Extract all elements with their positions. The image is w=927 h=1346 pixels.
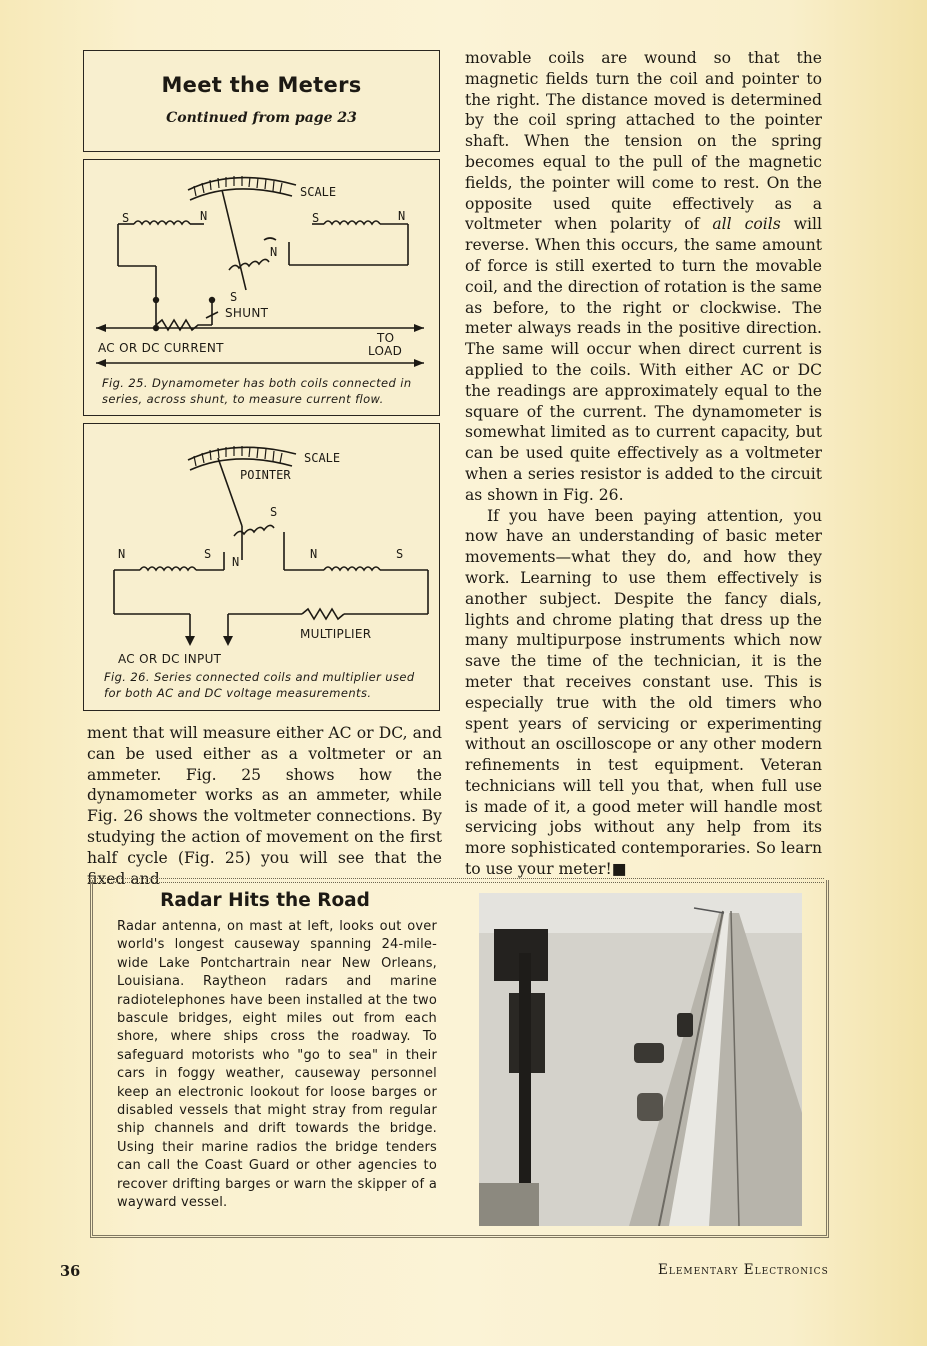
- fig26-movable-coil: [234, 525, 274, 536]
- fig26-pointer: [218, 458, 242, 526]
- fig26-right-coil: [324, 567, 380, 570]
- left-paragraph: ment that will measure either AC or DC, and can be used either as a voltmeter or an ammeter. Fig. 25 shows how the dynamometer works as an ammeter, while Fig. 26 shows the voltmeter connections. By studying the action of movement on the first half cycle (Fig. 25) you will see that the fixed and: [87, 724, 442, 888]
- fig26-label-s-left: S: [204, 547, 212, 561]
- para1-italic: all coils: [712, 215, 781, 234]
- car-2: [637, 1093, 663, 1121]
- fig26-label-multiplier: MULTIPLIER: [300, 627, 372, 641]
- fig26-label-n-coil: N: [232, 555, 240, 569]
- fig25-label-s-right: S: [312, 211, 320, 225]
- radar-title: Radar Hits the Road: [160, 890, 370, 911]
- figure-26: [83, 423, 440, 711]
- radar-body: Radar antenna, on mast at left, looks out over world's longest causeway spanning 24-mile-wide Lake Pontchartrain near New Orleans, Louisiana. Raytheon radars and marine radiotelephones have been installed at the two bascule bridges, eight miles out from each shore, where ships cross the roadway. To safeguard motorists who "go to sea" in their cars in foggy weather, causeway personnel keep an electronic lookout for loose barges or disabled vessels that might stray from regular ship channels and drift towards the bridge. Using their marine radios the bridge tenders can call the Coast Guard or other agencies to recover drifting barges or warn the skipper of a wayward vessel.: [117, 919, 437, 1211]
- fig26-left-coil: [140, 567, 196, 570]
- fig26-multiplier-resistor: [302, 609, 344, 619]
- fig25-label-s-left: S: [122, 211, 130, 225]
- fig26-label-n-left: N: [118, 547, 126, 561]
- car-3: [677, 1013, 693, 1037]
- fig26-label-input: AC OR DC INPUT: [118, 652, 222, 666]
- fig26-diagram: [84, 424, 439, 710]
- fig25-label-n-right: N: [398, 209, 406, 223]
- fig25-label-shunt: SHUNT: [225, 306, 269, 320]
- page-number: 36: [60, 1263, 81, 1280]
- para1-part-b: will reverse. When this occurs, the same amount of force is still exerted to turn the movable coil, and the direction of rotation is the same as before, to the right or clockwise. The meter always reads in the positive direction. The same will occur when direct current is applied to the coils. With either AC or DC the readings are approximately equal to the square of the current. The dynamometer is somewhat limited as to current capacity, but can be used quite effectively as a voltmeter when a series resistor is added to the circuit as shown in Fig. 26.: [465, 215, 822, 504]
- radar-photo: [479, 893, 802, 1226]
- fig25-pointer: [222, 190, 246, 290]
- left-column: [87, 723, 442, 889]
- fig25-label-scale: SCALE: [300, 185, 337, 199]
- para2-text: If you have been paying attention, you now have an understanding of basic meter movements—what they do, and how they work. Learning to use them effectively is another subject. Despite the fancy dials, lights and chrome plating that dress up the many multipurpose instruments which now save the time of the technician, it is the meter that receives constant use. This is especially true with the old timers who spent years of servicing or experimenting without an oscilloscope or any other modern refinements in test equipment. Veteran technicians will tell you that, when full use is made of it, a good meter will handle most servicing jobs without any help from its more sophisticated contemporaries. So learn to use your meter!: [465, 506, 822, 879]
- fig25-movable-coil: [229, 259, 269, 270]
- para1-part-a: movable coils are wound so that the magnetic fields turn the coil and pointer to the right. The distance moved is determined by the coil spring attached to the pointer shaft. When the tension on the spring becomes equal to the pull of the magnetic fields, the pointer will come to rest. On the opposite used quite effectively as a voltmeter when polarity of: [465, 49, 822, 234]
- fig25-left-coil: [134, 221, 190, 224]
- fig26-label-pointer: POINTER: [240, 468, 291, 482]
- fig25-caption: Fig. 25. Dynamometer has both coils connected in series, across shunt, to measure current flow.: [102, 376, 412, 406]
- figure-25: [83, 159, 440, 416]
- fig26-label-scale: SCALE: [304, 451, 341, 465]
- continued-from-note: Continued from page 23: [166, 110, 357, 126]
- fig26-caption: Fig. 26. Series connected coils and multiplier used for both AC and DC voltage measurements.: [104, 670, 415, 700]
- article-title: Meet the Meters: [161, 73, 362, 97]
- right-column: [465, 48, 822, 880]
- fig25-right-coil: [324, 221, 380, 224]
- fig25-label-load: LOAD: [368, 344, 403, 358]
- right-paragraph-1: [465, 48, 822, 506]
- fig26-label-s-coil: S: [270, 505, 278, 519]
- right-paragraph-2: [465, 506, 822, 880]
- car-1: [634, 1043, 664, 1063]
- causeway-photo-illustration: [479, 893, 802, 1226]
- publication-name: Elementary Electronics: [658, 1262, 829, 1278]
- fig25-label-s-coil: S: [230, 290, 238, 304]
- fig25-scale-arc-inner: [190, 189, 292, 200]
- fig25-label-to: TO: [377, 331, 395, 345]
- fig25-label-n-coil: N: [270, 245, 278, 259]
- end-mark: ■: [611, 860, 627, 879]
- fig26-label-n-right: N: [310, 547, 318, 561]
- fig25-label-ac-dc-current: AC OR DC CURRENT: [98, 341, 224, 355]
- fig26-label-s-right: S: [396, 547, 404, 561]
- fig25-label-n-left: N: [200, 209, 208, 223]
- continued-heading-box: [83, 50, 440, 152]
